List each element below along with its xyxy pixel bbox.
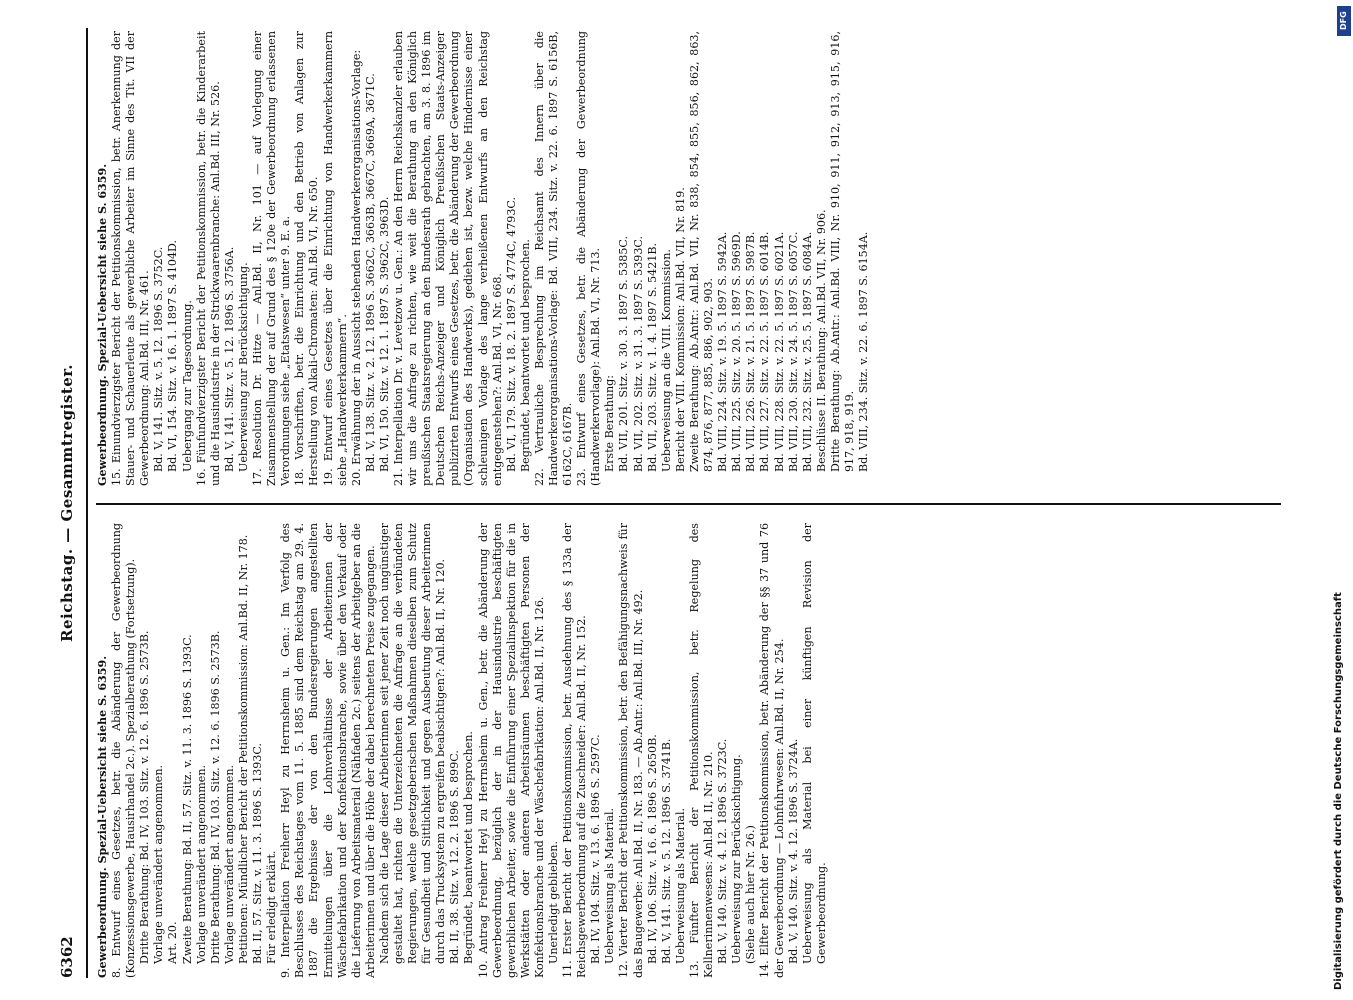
index-line: Bd. VIII, 224. Sitz. v. 19. 5. 1897 S. 5942A. xyxy=(716,231,730,472)
index-line: Ueberweisung als Material. xyxy=(603,807,617,964)
index-line: 19. Entwurf eines Gesetzes über die Einrichtung von Handwerkerkammern siehe „Handwerkerkammern“. xyxy=(321,31,349,486)
index-line: Nachdem sich die Lage dieser Arbeiterinnen seit jener Zeit noch ungünstiger gestaltet hat, richten die Unterzeichneten die Anfrage an die verbündeten Regierungen, welche gesetzgeberischen Maßnahmen dieselben zum Schutz für Gesundheit und Sittlichkeit und gegen Ausbeutung dieser Arbeiterinnen durch das Trucksystem zu ergreifen beabsichtigen?: Anl.Bd. II, Nr. 120. xyxy=(377,523,448,964)
index-line: Bd. II, 38. Sitz. v. 12. 2. 1896 S. 899C. xyxy=(448,750,462,964)
index-line: Ueberweisung als Material. xyxy=(673,807,687,964)
index-line: Petitionen: Mündlicher Bericht der Petitionskommission: Anl.Bd. II, Nr. 178. xyxy=(236,534,250,964)
index-line: Bericht der VIII. Kommission: Anl.Bd. VII, Nr. 819. xyxy=(673,187,687,472)
index-line: 17. Resolution Dr. Hitze — Anl.Bd. II, Nr. 101 — auf Vorlegung einer Zusammenstellung der auf Grund des § 120e der Gewerbeordnung erlassenen Verordnungen siehe „Etatswesen“ unter 9. E. a. xyxy=(251,31,293,486)
index-line: Begründet, beantwortet und besprochen. xyxy=(518,239,532,472)
index-line: 15. Einundvierzigster Bericht der Petitionskommission, betr. Anerkennung der Stauer- und Schauerleute als gewerbliche Arbeiter im Sinne des Tit. VII der Gewerbeordnung: Anl.Bd. III, Nr. 461. xyxy=(110,31,152,486)
index-line: Bd. VII, 202. Sitz. v. 31. 3. 1897 S. 5393C. xyxy=(631,235,645,472)
index-line: Bd. V, 141. Sitz. v. 5. 12. 1896 S. 3741B. xyxy=(659,738,673,964)
index-line: Bd. VIII, 228. Sitz. v. 22. 5. 1897 S. 6021A. xyxy=(772,231,786,472)
index-line: Ueberweisung an die VIII. Kommission. xyxy=(659,249,673,472)
index-line: 16. Fünfundvierzigster Bericht der Petitionskommission, betr. die Kinderarbeit und die Hausindustrie in der Strickwaarenbranche: Anl.Bd. III, Nr. 526. xyxy=(194,31,222,486)
index-line: Bd. VIII, 234. Sitz. v. 22. 6. 1897 S. 6154A. xyxy=(857,231,871,472)
index-line: Vorlage unverändert angenommen. xyxy=(222,765,236,964)
index-line: Begründet, beantwortet und besprochen. xyxy=(462,731,476,964)
index-line: 23. Entwurf eines Gesetzes, betr. die Abänderung der Gewerbeordnung (Handwerkervorlage): Anl.Bd. VI, Nr. 713. xyxy=(575,31,603,486)
index-line: Bd. V, 141. Sitz. v. 5. 12. 1896 S. 3752C. xyxy=(152,246,166,472)
index-line: Bd. VI, 150. Sitz. v. 12. 1. 1897 S. 3962C, 3963D. xyxy=(377,196,391,472)
index-line: Zweite Berathung: Ab.Antr.: Anl.Bd. VII, Nr. 838, 854, 855, 856, 862, 863, 874, 876, 877, 885, 886, 902, 903. xyxy=(687,31,716,472)
digitization-stamp: Digitalisierung gefördert durch die Deutsche Forschungsgemeinschaft xyxy=(1333,592,1344,990)
index-line: Zweite Berathung: Bd. II, 57. Sitz. v. 11. 3. 1896 S. 1393C. xyxy=(180,634,194,964)
index-line: Ueberweisung zur Berücksichtigung. xyxy=(730,754,744,964)
index-line: Erste Berathung: xyxy=(603,374,617,472)
index-line: 10. Antrag Freiherr Heyl zu Herrnsheim u. Gen., betr. die Abänderung der Gewerbeordnung, bezüglich der in der Hausindustrie beschäftigten gewerblichen Arbeiter, sowie die Einführung einer Spezialinspektion für die in Werkstätten oder anderen Arbeitsräumen beschäftigten Personen der Konfektionsbranche und der Wäschefabrikation: Anl.Bd. II, Nr. 126. xyxy=(476,523,546,978)
page-header xyxy=(52,28,88,978)
index-line: Bd. VIII, 232. Sitz. v. 25. 5. 1897 S. 6084A. xyxy=(800,231,814,472)
index-line: 11. Erster Bericht der Petitionskommission, betr. Ausdehnung des § 133a der Reichsgewerbeordnung auf die Zuschneider: Anl.Bd. II, Nr. 152. xyxy=(561,523,589,978)
index-line: 12. Vierter Bericht der Petitionskommission, betr. den Befähigungsnachweis für das Baugewerbe: Anl.Bd. II, Nr. 183. — Ab.Antr.: Anl.Bd. III, Nr. 492. xyxy=(617,523,645,978)
index-line: Vorlage unverändert angenommen. xyxy=(152,765,166,964)
index-line: 8. Entwurf eines Gesetzes, betr. die Abänderung der Gewerbeordnung (Konzessionsgewerbe, Hausirhandel 2c.). Spezialberathung (Fortsetzung). xyxy=(110,523,138,978)
right-column xyxy=(96,31,1281,486)
index-line: Bd. VII, 201. Sitz. v. 30. 3. 1897 S. 5385C. xyxy=(617,235,631,472)
index-line: Bd. V, 140. Sitz. v. 4. 12. 1896 S. 3723C. xyxy=(716,738,730,964)
column-heading: Gewerbeordnung. Spezial-Uebersicht siehe S. 6359. xyxy=(96,163,109,486)
dfg-logo: DFG xyxy=(1337,6,1351,36)
index-line: Bd. VIII, 227. Sitz. v. 22. 5. 1897 S. 6014B. xyxy=(758,231,772,472)
left-column xyxy=(96,523,1281,978)
scanned-page xyxy=(52,28,1287,978)
index-line: 14. Elfter Bericht der Petitionskommission, betr. Abänderung der §§ 37 und 76 der Gewerbeordnung — Lohnfuhrwesen: Anl.Bd. II, Nr. 254. xyxy=(758,523,786,978)
index-line: 13. Fünfter Bericht der Petitionskommission, betr. Regelung des Kellnerinnenwesens: Anl.Bd. II, Nr. 210. xyxy=(687,523,716,978)
index-line: Bd. VI, 179. Sitz. v. 18. 2. 1897 S. 4774C, 4793C. xyxy=(504,196,518,472)
index-line: 22. Vertrauliche Besprechung im Reichsamt des Innern über die Handwerkerorganisations-Vorlage: Bd. VIII, 234. Sitz. v. 22. 6. 1897 S. 6156B, 6162C, 6167B. xyxy=(532,31,575,486)
index-line: Bd. VIII, 230. Sitz. v. 24. 5. 1897 S. 6057C. xyxy=(786,231,800,472)
index-line: Ueberweisung zur Berücksichtigung. xyxy=(236,262,250,472)
index-line: Dritte Berathung: Bd. IV, 103. Sitz. v. 12. 6. 1896 S. 2573B. xyxy=(138,630,152,964)
index-line: Bd. VII, 203. Sitz. v. 1. 4. 1897 S. 5421B. xyxy=(645,242,659,472)
index-line: Bd. VIII, 225. Sitz. v. 20. 5. 1897 S. 5969D. xyxy=(730,231,744,472)
index-line: 9. Interpellation Freiherr Heyl zu Herrnsheim u. Gen.: Im Verfolg des Beschlusses des Reichstages vom 11. 5. 1885 sind dem Reichstag am 29. 4. 1887 die Ergebnisse der von den Bundesregierungen angestellten Ermittelungen über die Lohnverhältnisse der Arbeiterinnen der Wäschefabrikation und der Konfektionsbranche, sowie über den Verkauf oder die Lieferung von Arbeitsmaterial (Nähfaden 2c.) seitens der Arbeitgeber an die Arbeiterinnen und über die Höhe der dabei berechneten Preise zugegangen. xyxy=(279,523,377,978)
index-line: 20. Erwähnung der in Aussicht stehenden Handwerkerorganisations-Vorlage: xyxy=(349,49,363,486)
running-head: Reichstag. — Gesammtregister. xyxy=(58,364,76,642)
index-line: 21. Interpellation Dr. v. Levetzow u. Gen.: An den Herrn Reichskanzler erlauben wir uns die Anfrage zu richten, wie weit die Berathung an den Königlich preußischen Staatsregierung an den Bundesrath gebrachten, am 3. 8. 1896 im Deutschen Reichs-Anzeiger und Königlich Preußischen Staats-Anzeiger publizirten Entwurfs eines Gesetzes, betr. die Abänderung der Gewerbeordnung (Organisation des Handwerks), gediehen ist, bezw. welche Hindernisse einer schleunigen Vorlage des lange verheißenen Entwurfs an den Reichstag entgegenstehen?: Anl.Bd. VI, Nr. 668. xyxy=(391,31,504,486)
index-line: Bd. V, 138. Sitz. v. 2. 12. 1896 S. 3662C, 3663B, 3667C, 3669A, 3671C. xyxy=(363,73,377,472)
index-line: Beschlüsse II. Berathung: Anl.Bd. VII, Nr. 906. xyxy=(814,209,828,472)
index-line: Bd. V, 141. Sitz. v. 5. 12. 1896 S. 3756A. xyxy=(222,246,236,472)
column-divider xyxy=(96,504,1281,506)
index-line: Bd. II, 57. Sitz. v. 11. 3. 1896 S. 1393C. xyxy=(251,743,265,964)
index-line: Bd. IV, 106. Sitz. v. 16. 6. 1896 S. 2650B. xyxy=(645,734,659,964)
index-line: Bd. IV, 104. Sitz. v. 13. 6. 1896 S. 2597C. xyxy=(589,734,603,964)
index-line: Dritte Berathung: Ab.Antr.: Anl.Bd. VIII, Nr. 910, 911, 912, 913, 915, 916, 917, 918, 919. xyxy=(828,31,856,472)
index-line: Dritte Berathung: Bd. IV, 103. Sitz. v. 12. 6. 1896 S. 2573B. xyxy=(208,630,222,964)
index-line: (Siehe auch hier Nr. 26.) xyxy=(744,825,758,964)
index-line: Uebergang zur Tagesordnung. xyxy=(180,300,194,472)
column-heading: Gewerbeordnung. Spezial-Uebersicht siehe S. 6359. xyxy=(96,655,109,978)
index-line: Vorlage unverändert angenommen. xyxy=(194,765,208,964)
index-line: Bd. V, 140. Sitz. v. 4. 12. 1896 S. 3724A. xyxy=(786,738,800,964)
page-number: 6362 xyxy=(58,936,76,978)
index-line: Art. 20. xyxy=(166,921,180,964)
index-line: Bd. VIII, 226. Sitz. v. 21. 5. 1897 S. 5987B. xyxy=(744,231,758,472)
index-line: Bd. VI, 154. Sitz. v. 16. 1. 1897 S. 4104D. xyxy=(166,239,180,472)
index-line: Ueberweisung als Material bei einer künftigen Revision der Gewerbeordnung. xyxy=(800,523,828,964)
index-line: Unerledigt geblieben. xyxy=(547,841,560,964)
index-line: 18. Vorschriften, betr. die Einrichtung und den Betrieb von Anlagen zur Herstellung von Alkali-Chromaten: Anl.Bd. VI, Nr. 650. xyxy=(293,31,321,486)
index-line: Für erledigt erklärt. xyxy=(265,850,279,964)
